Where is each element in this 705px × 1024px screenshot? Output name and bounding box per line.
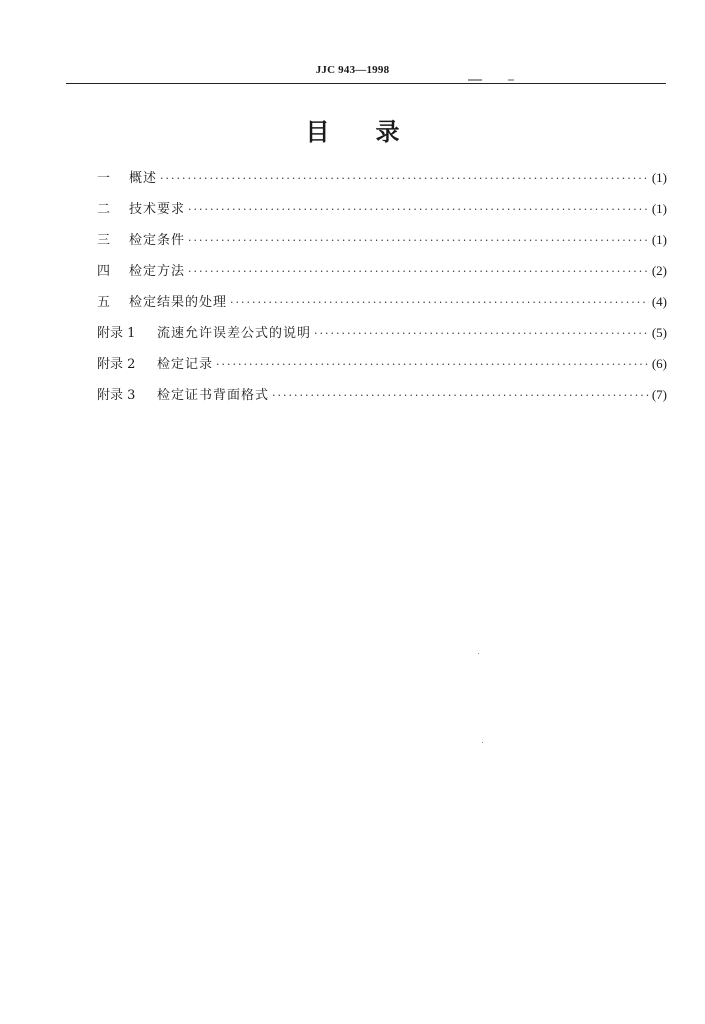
toc-entry-number: 三: [97, 233, 111, 248]
toc-leader-dots: [314, 324, 649, 344]
toc-leader-dots: [160, 169, 649, 189]
toc-entry-page: (6): [651, 356, 667, 371]
toc-title: 目录: [305, 118, 446, 146]
toc-entry-number: 一: [97, 171, 111, 186]
toc-entry-number: 二: [97, 202, 111, 217]
toc-entry-page: (2): [651, 263, 667, 278]
toc-entry-technical-requirements[interactable]: [97, 199, 667, 230]
toc-entry-appendix-3[interactable]: [97, 385, 667, 416]
toc-entry-text: 检定结果的处理: [129, 295, 228, 310]
toc-leader-dots: [272, 386, 649, 406]
toc-entry-page: (1): [651, 232, 667, 247]
toc-list: [97, 168, 667, 416]
scan-speck: [482, 742, 483, 743]
toc-entry-result-processing[interactable]: [97, 292, 667, 323]
toc-entry-number: 四: [97, 264, 111, 279]
toc-entry-verification-conditions[interactable]: [97, 230, 667, 261]
standard-code-header: JJC 943—1998: [315, 64, 390, 76]
toc-entry-number: 附录 2: [97, 357, 136, 372]
toc-entry-page: (1): [651, 201, 667, 216]
toc-entry-text: 检定条件: [129, 233, 186, 248]
toc-entry-text: 概述: [129, 171, 158, 186]
toc-entry-page: (7): [651, 387, 667, 402]
toc-leader-dots: [188, 231, 649, 251]
toc-entry-number: 附录 3: [97, 388, 136, 403]
toc-entry-number: 五: [97, 295, 111, 310]
header-rule: [66, 83, 666, 84]
toc-leader-dots: [188, 262, 649, 282]
toc-entry-number: 附录 1: [97, 326, 136, 341]
toc-leader-dots: [216, 355, 649, 375]
toc-entry-overview[interactable]: [97, 168, 667, 199]
scan-speck: [478, 653, 479, 654]
toc-entry-page: (1): [651, 170, 667, 185]
toc-entry-text: 检定记录: [157, 357, 214, 372]
toc-entry-text: 流速允许误差公式的说明: [157, 326, 312, 341]
toc-entry-page: (5): [651, 325, 667, 340]
toc-entry-text: 检定证书背面格式: [157, 388, 270, 403]
header-rule-marks: [468, 79, 548, 81]
toc-entry-appendix-1[interactable]: [97, 323, 667, 354]
toc-entry-verification-methods[interactable]: [97, 261, 667, 292]
toc-entry-text: 技术要求: [129, 202, 186, 217]
toc-entry-page: (4): [651, 294, 667, 309]
toc-entry-appendix-2[interactable]: [97, 354, 667, 385]
toc-leader-dots: [230, 293, 649, 313]
toc-entry-text: 检定方法: [129, 264, 186, 279]
toc-leader-dots: [188, 200, 649, 220]
